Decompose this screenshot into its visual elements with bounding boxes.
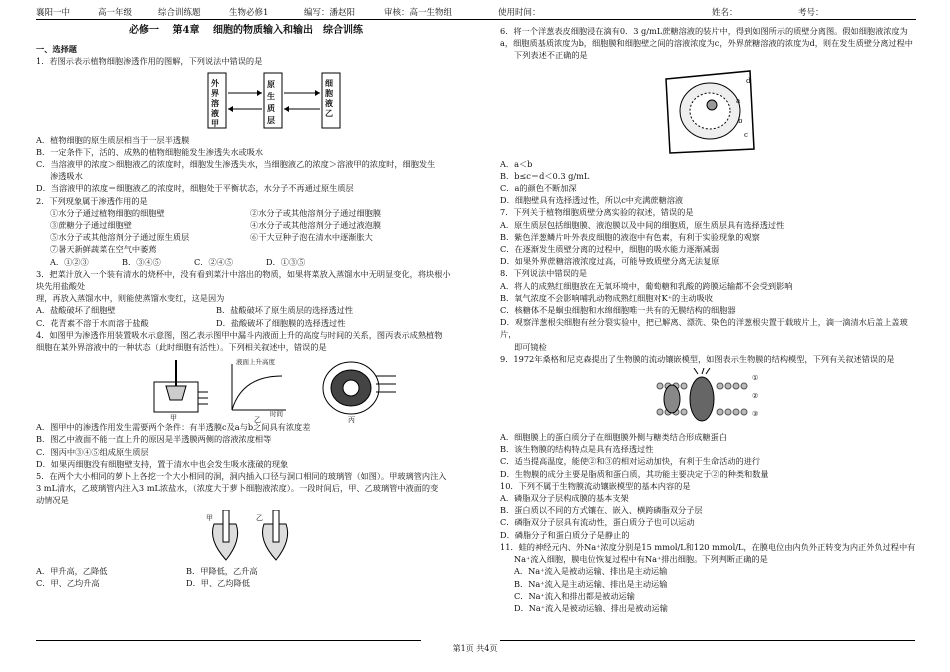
q2-stem: 2．下列现象属于渗透作用的是 (36, 195, 148, 206)
q4-option-a: A．图甲中的渗透作用发生需要两个条件：有半透膜c及a与b之间具有浓度差 (36, 422, 311, 433)
q9-option-c: C．适当提高温度，能使②和③的相对运动加快，有利于生命活动的进行 (500, 456, 761, 467)
q1-option-c-cont: 渗透吸水 (50, 171, 83, 182)
plasmolysis-cell (660, 65, 760, 155)
q6-option-b: B．b≤c＝d＜0.3 g/mL (500, 170, 590, 181)
q7-stem: 7．下列关于植物细胞质壁分离实验的叙述，错误的是 (500, 207, 694, 218)
box-outer-solution: 外界溶液甲 (211, 77, 219, 128)
q4-option-d: D．如果丙细胞没有细胞壁支持，置于清水中也会发生吸水涨破的现象 (36, 458, 289, 469)
header-name: 姓名： (712, 8, 738, 18)
q7-option-b: B．紫色洋葱鳞片叶外表皮细胞的液泡中有色素，有利于实验现象的观察 (500, 231, 760, 242)
q9-figure (648, 368, 918, 428)
q4-option-c: C．图丙中③④⑤组成原生质层 (36, 446, 149, 457)
q2-row-3: ⑤水分子或其他溶剂分子通过原生质层 ⑥干大豆种子泡在清水中逐渐胀大 (50, 232, 373, 243)
q10-option-d: D．磷脂分子和蛋白质分子是静止的 (500, 529, 630, 540)
q3-options-cd: C．花青素不溶于水而溶于盐酸 D．盐酸破坏了细胞膜的选择透过性 (36, 317, 346, 328)
q1-option-a: A．植物细胞的原生质层相当于一层半透膜 (36, 134, 190, 145)
q6-label-c: c (744, 130, 748, 139)
q6-label-a: a (736, 96, 741, 105)
q1-option-b: B．一定条件下，活的、成熟的植物细胞能发生渗透失水或吸水 (36, 146, 264, 157)
q5-label-yi: 乙 (256, 513, 263, 522)
q9-option-b: B．该生物膜的结构特点是具有选择透过性 (500, 444, 654, 455)
q1-option-d: D．当溶液甲的浓度＝细胞液乙的浓度时，细胞处于平衡状态，水分子不再通过原生质层 (36, 183, 354, 194)
q4-label-yi: 乙 (254, 416, 261, 425)
q3-options-ab: A．盐酸破坏了细胞壁 B．盐酸破坏了原生质层的选择透过性 (36, 305, 354, 316)
page-title: 必修一 第4章 细胞的物质输入和输出 综合训练 (129, 25, 363, 36)
q8-option-d: D．观察洋葱根尖细胞有丝分裂实验中，把已解离、漂洗、染色的洋葱根尖置于载玻片上，滴一滴清水后盖上盖玻片， (500, 317, 908, 340)
q5-stem: 5．在两个大小相同的萝卜上各挖一个大小相同的洞，洞内插入口径与洞口相同的玻璃管（如图）。甲玻璃管内注入 (36, 471, 447, 482)
q4-axis-time: 时间 (270, 410, 283, 419)
header-reviewer: 审核：高一生物组 (384, 8, 453, 18)
q2-options: A．①②③ B．③④⑤ C．②④⑤ D．①③⑤ (50, 256, 306, 267)
membrane-model (648, 368, 768, 428)
q11-option-b: B．Na⁺流入是主动运输、排出是主动运输 (514, 578, 668, 589)
q7-option-a: A．原生质层包括细胞膜、液泡膜以及中间的细胞质，原生质层具有选择透过性 (500, 219, 785, 230)
q10-option-a: A．磷脂双分子层构成膜的基本支架 (500, 493, 629, 504)
q6-stem-cont: a，细胞质基质浓度为b，细胞膜和细胞壁之间的溶液浓度为c，外界蔗糖溶液的浓度为d，则在发生质壁分离过程中 (500, 38, 913, 49)
q8-option-a: A．将人的成熟红细胞放在无氧环境中，葡萄糖和乳酸的跨膜运输都不会受到影响 (500, 280, 793, 291)
q9-option-a: A．细胞膜上的蛋白质分子在细胞膜外侧与糖类结合形成糖蛋白 (500, 432, 727, 443)
q2-row-1: ①水分子通过植物细胞的细胞壁 ②水分子或其他溶剂分子通过细胞膜 (50, 207, 382, 218)
header-editor: 编写：潘赵阳 (304, 8, 356, 18)
q4-axis-height: 液面上升高度 (236, 358, 275, 367)
q1-option-c: C．当溶液甲的浓度＞细胞液乙的浓度时，细胞发生渗透失水，当细胞液乙的浓度＞溶液甲的浓度时，细胞发生 (36, 159, 436, 170)
header-school: 襄阳一中 (36, 8, 71, 18)
q3-stem-cont: 理，再放入蒸馏水中，则能使蒸馏水变红，这是因为 (36, 293, 225, 304)
q11-option-c: C．Na⁺流入和排出都是被动运输 (514, 590, 635, 601)
header-grade: 高一年级 (98, 8, 133, 18)
q11-option-a: A．Na⁺流入是被动运输、排出是主动运输 (514, 566, 668, 577)
q8-option-b: B．氧气浓度不会影响哺乳动物成熟红细胞对K⁺的主动吸收 (500, 292, 713, 303)
q10-option-b: B．蛋白质以不同的方式镶在、嵌入、横跨磷脂双分子层 (500, 505, 703, 516)
left-column (36, 23, 456, 589)
radish-diagrams (204, 510, 304, 562)
box-cell-sap: 细胞液乙 (325, 77, 333, 118)
q6-label-d: d (746, 76, 751, 85)
q1-stem: 1．若图示表示植物细胞渗透作用的图解，下列说法中错误的是 (36, 56, 263, 67)
q6-option-c: C．a的颜色不断加深 (500, 183, 577, 194)
q4-stem-cont: 细胞在某外界溶液中的一种状态（此时细胞有活性）。下列相关叙述中，错误的是 (36, 342, 327, 353)
q11-stem-cont: Na⁺流入细胞，膜电位恢复过程中有Na⁺排出细胞。下列判断正确的是 (514, 554, 768, 565)
q5-stem-cont2: 动情况是 (36, 495, 69, 506)
q9-label-3: ③ (752, 410, 759, 419)
q6-option-a: A．a＜b (500, 158, 533, 169)
q8-option-c: C．核糖体不是蛔虫细胞和水绵细胞唯一共有的无膜结构的细胞器 (500, 305, 736, 316)
q5-figure (204, 510, 456, 562)
q4-stem: 4．如图甲为渗透作用装置吸水示意图，图乙表示图甲中漏斗内液面上升的高度与时间的关系，图丙表示成熟植物 (36, 329, 443, 340)
q3-stem: 3．把菜汁放入一个装有清水的烧杯中，没有看到菜汁中溶出的物质，如果将菜放入蒸馏水中无明显变化，将块根小块先用盐酸处 (36, 268, 451, 292)
footer-rule-left (36, 640, 421, 641)
q10-option-c: C．磷脂双分子层具有流动性，蛋白质分子也可以运动 (500, 517, 695, 528)
q7-option-d: D．如果外界蔗糖溶液浓度过高，可能导致质壁分离无法复原 (500, 256, 720, 267)
box-protoplast-layer: 原生质层 (267, 78, 275, 125)
page-number: 第1页 共4页 (452, 644, 498, 653)
header-type: 综合训练题 (158, 8, 201, 18)
q4-figure (146, 356, 456, 425)
q5-label-jia: 甲 (206, 513, 213, 522)
footer-rule-right (500, 640, 915, 641)
q8-option-d-cont: 即可镜检 (514, 341, 547, 352)
q6-stem: 6．将一个洋葱表皮细胞浸在滴有0．3 g/mL蔗糖溶液的装片中，得到如图所示的质壁分离图。假如细胞液浓度为 (500, 26, 908, 36)
q6-stem-cont2: 下列表述不正确的是 (514, 50, 588, 61)
q5-stem-cont: 3 mL清水，乙玻璃管内注入3 mL浓盐水，（浓度大于萝卜细胞液浓度）。一段时间后，甲、乙玻璃管中液面的变 (36, 483, 439, 494)
q11-stem: 11．蛙的神经元内、外Na⁺浓度分别是15 mmol/L和120 mmol/L，在膜电位由内负外正转变为内正外负过程中有 (500, 541, 916, 552)
q10-stem: 10．下列不属于生物膜流动镶嵌模型的基本内容的是 (500, 480, 691, 491)
q5-options-cd: C．甲、乙均升高 D．甲、乙均降低 (36, 577, 250, 588)
q9-stem: 9．1972年桑格和尼克森提出了生物膜的流动镶嵌模型，如图表示生物膜的结构模型，下列有关叙述错误的是 (500, 353, 895, 364)
header-date: 使用时间： (498, 8, 541, 18)
q4-option-b: B．图乙中液面不能一直上升的原因是半透膜两侧的溶液浓度相等 (36, 434, 272, 445)
q6-option-d: D．细胞壁具有选择透过性，所以c中充满蔗糖溶液 (500, 195, 684, 206)
q2-row-2: ③蔗糖分子通过细胞壁 ④水分子或其他溶剂分子通过液泡膜 (50, 220, 382, 231)
q7-option-c: C．在逐渐发生质壁分离的过程中，细胞的吸水能力逐渐减弱 (500, 244, 720, 255)
q6-figure (660, 65, 918, 155)
header-exam-no: 考号： (798, 8, 824, 18)
q4-label-jia: 甲 (170, 414, 177, 423)
q1-figure (206, 71, 456, 131)
q6-label-b: b (738, 116, 743, 125)
q11-option-d: D．Na⁺流入是被动运输、排出是被动运输 (514, 602, 668, 613)
header-rule (36, 19, 916, 20)
header-subject: 生物必修1 (229, 8, 269, 18)
q9-option-d: D．生物膜的成分主要是脂质和蛋白质，其功能主要决定于②的种类和数量 (500, 468, 769, 479)
q9-label-1: ① (752, 374, 759, 383)
q8-stem: 8．下列说法中错误的是 (500, 268, 588, 279)
right-column (500, 25, 918, 614)
q2-row-4: ⑦暑天新鲜蔬菜在空气中萎蔫 (50, 244, 157, 255)
q9-label-2: ② (752, 392, 759, 401)
section-heading: 一、选择题 (36, 44, 77, 55)
q5-options-ab: A．甲升高，乙降低 B．甲降低，乙升高 (36, 565, 258, 576)
q4-label-bing: 丙 (348, 416, 355, 425)
